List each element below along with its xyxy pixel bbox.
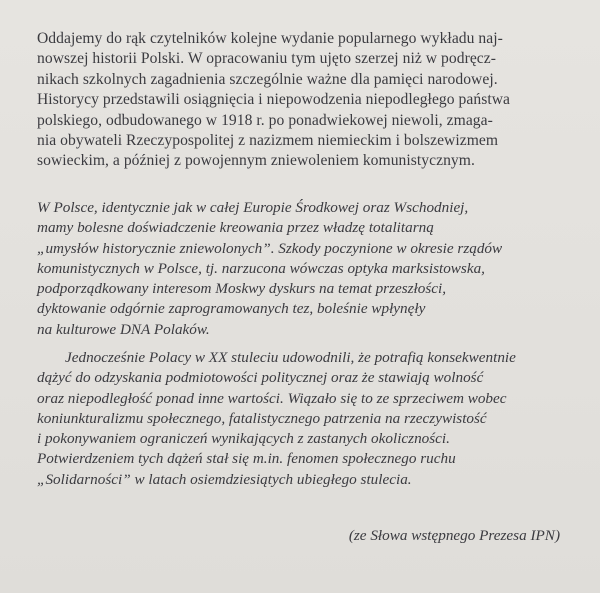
text-line: nowszej historii Polski. W opracowaniu tym ujęto szerzej niż w podręcz- (37, 50, 496, 68)
attribution: (ze Słowa wstępnego Prezesa IPN) (348, 527, 560, 544)
text-line: na kulturowe DNA Polaków. (37, 320, 210, 338)
quote-paragraph-2 (37, 348, 516, 490)
text-line: komunistycznych w Polsce, tj. narzucona wówczas optyka marksistowska, (37, 259, 485, 277)
text-line: nikach szkolnych zagadnienia szczególnie ważne dla pamięci narodowej. (37, 70, 498, 88)
text-line: polskiego, odbudowanego w 1918 r. po ponadwiekowej niewoli, zmaga- (37, 111, 493, 129)
text-line: Jednocześnie Polacy w XX stuleciu udowodnili, że potrafią konsekwentnie (65, 349, 516, 366)
text-line: Historycy przedstawili osiągnięcia i niepowodzenia niepodległego państwa (37, 91, 511, 109)
quote-paragraph-1 (37, 198, 502, 340)
text-line: oraz niepodległość ponad inne wartości. Wiązało się to ze sprzeciwem wobec (37, 389, 507, 407)
text-line: Oddajemy do rąk czytelników kolejne wydanie popularnego wykładu naj- (37, 30, 503, 47)
text-line: „umysłów historycznie zniewolonych”. Szkody poczynione w okresie rządów (37, 239, 503, 257)
text-line: Potwierdzeniem tych dążeń stał się m.in. fenomen społecznego ruchu (37, 450, 456, 468)
text-line: i pokonywaniem ograniczeń wynikających z zastanych okoliczności. (37, 430, 450, 448)
text-line: mamy bolesne doświadczenie kreowania przez władzę totalitarną (37, 219, 434, 237)
text-line: W Polsce, identycznie jak w całej Europie Środkowej oraz Wschodniej, (37, 199, 469, 216)
text-line: sowieckim, a później z powojennym zniewoleniem komunistycznym. (37, 152, 475, 170)
text-line: nia obywateli Rzeczypospolitej z nazizmem niemieckim i bolszewizmem (37, 132, 499, 150)
text-line: dążyć do odzyskania podmiotowości politycznej oraz że stawiają wolność (37, 369, 484, 387)
text-line: „Solidarności” w latach osiemdziesiątych ubiegłego stulecia. (37, 470, 412, 488)
text-line: dyktowanie odgórnie zaprogramowanych tez, boleśnie wpłynęły (37, 300, 426, 318)
text-line: koniunkturalizmu społecznego, fatalistycznego patrzenia na rzeczywistość (37, 409, 487, 427)
text-line: podporządkowany interesom Moskwy dyskurs na temat przeszłości, (37, 280, 447, 298)
intro-paragraph (37, 29, 510, 172)
